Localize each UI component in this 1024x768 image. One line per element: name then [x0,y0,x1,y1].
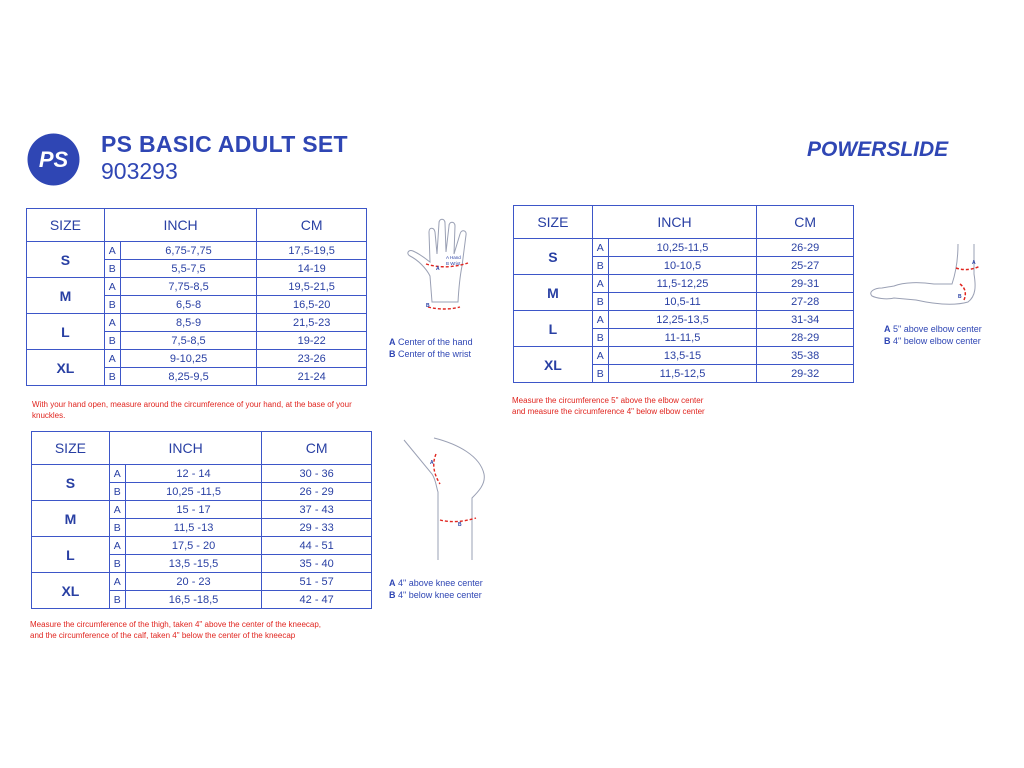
hand-measure-note: With your hand open, measure around the circumference of your hand, at the base of your knuckles. [32,400,352,420]
inch-value: 15 - 17 [125,501,262,519]
inch-value: 5,5-7,5 [120,260,257,278]
elbow-size-table [513,205,854,383]
measure-label: A [592,311,608,329]
inch-value: 11,5 -13 [125,519,262,537]
header-cm: CM [757,206,854,239]
cm-value: 19,5-21,5 [257,278,367,296]
measure-label: B [104,332,120,350]
inch-value: 11-11,5 [608,329,757,347]
mark-a: A [430,460,434,466]
header-inch: INCH [592,206,756,239]
caption-a-letter: A [884,324,891,334]
knee-note-line2: and the circumference of the calf, taken 4" below the center of the kneecap [30,630,296,640]
caption-b-letter: B [389,590,396,600]
hand-caption [389,336,473,360]
measure-label: A [592,347,608,365]
logo-text: PS [38,147,69,172]
cm-value: 35 - 40 [262,555,372,573]
measure-label: A [104,314,120,332]
knee-measure-note [30,620,390,641]
inch-value: 12 - 14 [125,465,262,483]
ps-logo [27,133,80,186]
measure-label: B [592,257,608,275]
header-size: SIZE [32,432,110,465]
inch-value: 10,25 -11,5 [125,483,262,501]
cm-value: 31-34 [757,311,854,329]
measure-label: B [104,368,120,386]
inch-value: 16,5 -18,5 [125,591,262,609]
measure-label: B [104,260,120,278]
cm-value: 51 - 57 [262,573,372,591]
cm-value: 14-19 [257,260,367,278]
measure-label: A [109,465,125,483]
size-cell: S [32,465,110,501]
cm-value: 21-24 [257,368,367,386]
knee-leg-diagram [396,434,496,562]
cm-value: 29-31 [757,275,854,293]
elbow-caption [884,323,982,347]
measure-label: A [592,239,608,257]
cm-value: 35-38 [757,347,854,365]
knee-note-line1: Measure the circumference of the thigh, taken 4" above the center of the kneecap, [30,620,322,629]
inch-value: 12,25-13,5 [608,311,757,329]
elbow-measure-note [512,396,812,417]
cm-value: 28-29 [757,329,854,347]
header-cm: CM [262,432,372,465]
hand-diagram [396,214,496,319]
cm-value: 44 - 51 [262,537,372,555]
measure-label: A [104,278,120,296]
measure-label: B [592,293,608,311]
caption-a-text: 5" above elbow center [893,324,982,334]
hand-label: A Hand [446,255,461,260]
size-cell: XL [32,573,110,609]
measure-label: B [109,483,125,501]
mark-a: A [972,260,976,266]
measure-label: A [104,242,120,260]
caption-a-text: Center of the hand [398,337,473,347]
size-cell: L [27,314,105,350]
hand-size-table [26,208,367,386]
elbow-arm-diagram [864,244,1004,319]
cm-value: 27-28 [757,293,854,311]
inch-value: 11,5-12,25 [608,275,757,293]
header-cm: CM [257,209,367,242]
inch-value: 8,25-9,5 [120,368,257,386]
caption-b-text: Center of the wrist [398,349,472,359]
caption-b-text: 4" below elbow center [893,336,981,346]
cm-value: 23-26 [257,350,367,368]
mark-a: A [436,266,440,272]
measure-label: A [109,573,125,591]
measure-label: B [104,296,120,314]
measure-label: A [109,537,125,555]
caption-b-text: 4" below knee center [398,590,482,600]
knee-size-table [31,431,372,609]
size-cell: L [514,311,593,347]
size-cell: XL [514,347,593,383]
header-inch: INCH [104,209,257,242]
mark-b: B [458,522,462,528]
measure-label: B [109,591,125,609]
cm-value: 29-32 [757,365,854,383]
caption-a-text: 4" above knee center [398,578,483,588]
mark-b: B [426,303,430,309]
size-cell: M [27,278,105,314]
size-cell: M [32,501,110,537]
inch-value: 6,75-7,75 [120,242,257,260]
cm-value: 29 - 33 [262,519,372,537]
inch-value: 13,5-15 [608,347,757,365]
elbow-note-line2: and measure the circumference 4" below elbow center [512,406,705,416]
size-cell: XL [27,350,105,386]
inch-value: 11,5-12,5 [608,365,757,383]
measure-label: B [592,329,608,347]
inch-value: 13,5 -15,5 [125,555,262,573]
size-cell: M [514,275,593,311]
inch-value: 6,5-8 [120,296,257,314]
mark-b: B [958,294,962,300]
size-cell: S [27,242,105,278]
header-inch: INCH [109,432,262,465]
measure-label: B [109,519,125,537]
inch-value: 7,75-8,5 [120,278,257,296]
cm-value: 21,5-23 [257,314,367,332]
measure-label: B [592,365,608,383]
product-code: 903293 [101,158,178,184]
size-cell: L [32,537,110,573]
inch-value: 10-10,5 [608,257,757,275]
inch-value: 20 - 23 [125,573,262,591]
cm-value: 19-22 [257,332,367,350]
measure-label: B [109,555,125,573]
inch-value: 7,5-8,5 [120,332,257,350]
cm-value: 37 - 43 [262,501,372,519]
caption-a-letter: A [389,337,396,347]
cm-value: 25-27 [757,257,854,275]
inch-value: 10,25-11,5 [608,239,757,257]
knee-caption [389,577,483,601]
caption-a-letter: A [389,578,396,588]
inch-value: 17,5 - 20 [125,537,262,555]
cm-value: 30 - 36 [262,465,372,483]
size-cell: S [514,239,593,275]
measure-label: A [104,350,120,368]
elbow-note-line1: Measure the circumference 5" above the elbow center [512,396,704,405]
caption-b-letter: B [389,349,396,359]
header-size: SIZE [514,206,593,239]
measure-label: A [592,275,608,293]
powerslide-brand-logo [805,134,975,162]
inch-value: 10,5-11 [608,293,757,311]
brand-text: POWERSLIDE [807,138,949,161]
cm-value: 16,5-20 [257,296,367,314]
header-size: SIZE [27,209,105,242]
cm-value: 26-29 [757,239,854,257]
cm-value: 17,5-19,5 [257,242,367,260]
wrist-label: B Wrist [446,261,461,266]
cm-value: 26 - 29 [262,483,372,501]
inch-value: 9-10,25 [120,350,257,368]
inch-value: 8,5-9 [120,314,257,332]
cm-value: 42 - 47 [262,591,372,609]
page-title: PS BASIC ADULT SET [101,131,348,157]
measure-label: A [109,501,125,519]
caption-b-letter: B [884,336,891,346]
